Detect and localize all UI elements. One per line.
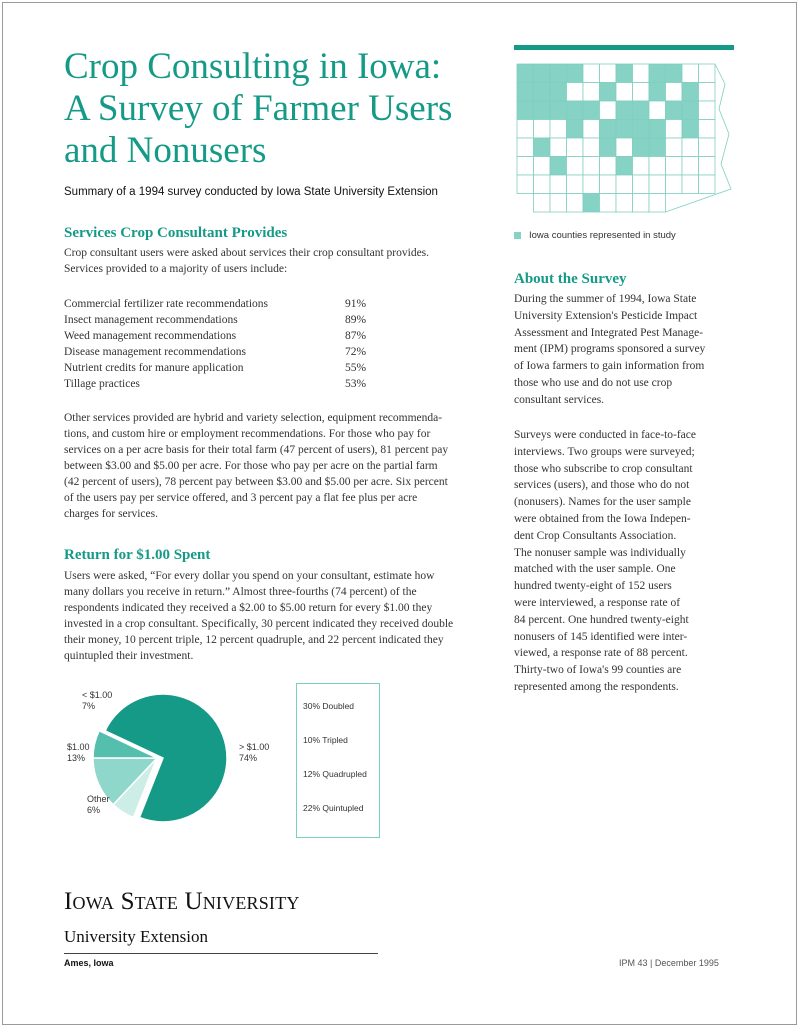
return-heading: Return for $1.00 Spent [64, 547, 211, 563]
breakdown-item: 30% Doubled [303, 701, 355, 711]
county-cell [682, 83, 699, 102]
service-pct: 91% [345, 298, 367, 310]
map-legend [514, 230, 676, 241]
footer-location: Ames, Iowa [64, 958, 114, 968]
text-line: 84 percent. One hundred twenty-eight [514, 613, 689, 626]
text-line: quintupled their investment. [64, 650, 194, 662]
text-line: hundred twenty-eight of 152 users [514, 580, 672, 593]
text-line: The nonuser sample was individually [514, 546, 686, 559]
text-line: Services provided to a majority of users include: [64, 263, 288, 275]
county-cell [550, 175, 567, 194]
pie-slice-label: < $1.00 [82, 690, 113, 700]
county-cell [567, 120, 584, 139]
services-heading: Services Crop Consultant Provides [64, 225, 288, 241]
county-cell [649, 120, 666, 139]
return-paragraph [64, 568, 453, 664]
text-line: were interviewed, a response rate of [514, 596, 681, 609]
service-pct: 55% [345, 362, 367, 374]
text-line: viewed, a response rate of 88 percent. [514, 647, 688, 660]
county-cell [534, 175, 551, 194]
text-line: those who use and do not use crop [514, 376, 673, 389]
text-line: those who subscribe to crop consultant [514, 462, 693, 475]
text-line: invested in a crop consultant. Specifically, 30 percent indicated they received double [64, 618, 454, 630]
county-cell [534, 120, 551, 139]
page-title [64, 46, 504, 172]
service-pct: 87% [345, 330, 367, 342]
legend-label: Iowa counties represented in study [529, 230, 676, 241]
pie-slice-value: 74% [239, 753, 258, 763]
text-line: their money, 10 percent triple, 12 percent quadruple, and 22 percent indicated they [64, 634, 444, 646]
county-cell [649, 157, 666, 176]
university-extension: University Extension [64, 927, 209, 946]
county-cell [550, 120, 567, 139]
county-cell [633, 83, 650, 102]
county-cell [649, 194, 666, 213]
county-cell [600, 157, 617, 176]
service-label: Tillage practices [64, 378, 140, 390]
text-line: represented among the respondents. [514, 680, 679, 693]
county-cell [583, 138, 600, 157]
text-line: (42 percent of users), 78 percent pay between $3.00 and $5.00 per acre. Six percent [64, 476, 448, 488]
county-cell [666, 101, 683, 120]
services-row [64, 344, 384, 360]
pie-slice-label: > $1.00 [239, 742, 270, 752]
county-cell [567, 83, 584, 102]
county-cell [633, 157, 650, 176]
pie-slice-value: 6% [87, 805, 101, 815]
service-label: Commercial fertilizer rate recommendations [64, 298, 269, 310]
service-pct: 89% [345, 314, 367, 326]
service-label: Nutrient credits for manure application [64, 362, 244, 374]
county-cell [600, 194, 617, 213]
pie-breakdown-box [296, 683, 380, 838]
county-cell [633, 64, 650, 83]
county-cell [517, 175, 534, 194]
text-line: Users were asked, “For every dollar you spend on your consultant, estimate how [64, 570, 435, 582]
county-cell [583, 64, 600, 83]
county-cell [550, 157, 567, 176]
county-cell [583, 194, 600, 213]
county-cell [699, 101, 716, 120]
county-cell [600, 175, 617, 194]
county-cell [682, 138, 699, 157]
services-row [64, 296, 384, 312]
about-paragraph-2 [514, 427, 696, 696]
county-cell [633, 101, 650, 120]
text-line: ment (IPM) programs sponsored a survey [514, 343, 706, 356]
county-cell [666, 157, 683, 176]
county-cell [534, 64, 551, 83]
text-line: University Extension's Pesticide Impact [514, 309, 698, 322]
text-line: charges for services. [64, 508, 158, 520]
services-other-paragraph [64, 410, 448, 522]
county-cell [699, 83, 716, 102]
county-cell [682, 120, 699, 139]
pie-slice-label: $1.00 [67, 742, 90, 752]
pie-slice-label: Other [87, 794, 110, 804]
county-cell [616, 194, 633, 213]
county-cell [550, 83, 567, 102]
county-cell [583, 175, 600, 194]
county-cell [699, 175, 716, 194]
county-cell [699, 138, 716, 157]
text-line: between $3.00 and $5.00 per acre. For those who pay per acre on the partial farm [64, 460, 438, 472]
text-line: matched with the user sample. One [514, 563, 676, 576]
legend-swatch [514, 232, 521, 239]
county-cell [567, 175, 584, 194]
breakdown-item: 12% Quadrupled [303, 769, 367, 779]
county-cell [567, 157, 584, 176]
text-line: interviews. Two groups were surveyed; [514, 445, 695, 458]
county-cell [550, 101, 567, 120]
publication-number: IPM 43 | December 1995 [619, 958, 719, 968]
county-cell [666, 138, 683, 157]
county-cell [600, 138, 617, 157]
county-cell [699, 157, 716, 176]
iowa-county-map [514, 60, 736, 220]
county-cell [633, 120, 650, 139]
text-line: During the summer of 1994, Iowa State [514, 293, 697, 305]
text-line: nonusers of 145 identified were inter- [514, 630, 688, 643]
service-pct: 72% [345, 346, 367, 358]
county-cell [666, 64, 683, 83]
about-paragraph-1 [514, 291, 705, 409]
text-line: (nonusers). Names for the user sample [514, 496, 691, 509]
university-wordmark: Iowa State University [64, 888, 300, 915]
county-cell [583, 157, 600, 176]
services-row [64, 312, 384, 328]
county-cell [534, 101, 551, 120]
county-cell [567, 194, 584, 213]
text-line: of Iowa farmers to gain information from [514, 360, 705, 373]
county-cell [550, 64, 567, 83]
county-cell [649, 175, 666, 194]
county-cell [517, 138, 534, 157]
service-pct: 53% [345, 378, 367, 390]
county-cell [616, 157, 633, 176]
services-row [64, 360, 384, 376]
county-cell [534, 194, 551, 213]
county-cell [567, 64, 584, 83]
county-cell [633, 175, 650, 194]
services-table [64, 296, 384, 392]
county-cell [600, 120, 617, 139]
county-cell [600, 83, 617, 102]
about-heading: About the Survey [514, 271, 627, 287]
county-cell [600, 64, 617, 83]
text-line: services (users), and those who do not [514, 479, 690, 492]
county-cell [517, 120, 534, 139]
title-line: A Survey of Farmer Users [64, 88, 453, 129]
text-line: dent Crop Consultants Association. [514, 529, 677, 542]
text-line: Surveys were conducted in face-to-face [514, 429, 696, 441]
text-line: Other services provided are hybrid and variety selection, equipment recommenda- [64, 412, 443, 424]
county-cell [534, 138, 551, 157]
services-intro [64, 245, 429, 277]
county-cell [583, 120, 600, 139]
text-line: Thirty-two of Iowa's 99 counties are [514, 664, 682, 677]
pie-slice-value: 7% [82, 701, 96, 711]
county-cell [517, 64, 534, 83]
county-cell [517, 157, 534, 176]
title-line: and Nonusers [64, 130, 267, 171]
text-line: were obtained from the Iowa Indepen- [514, 512, 691, 525]
services-row [64, 328, 384, 344]
county-cell [666, 120, 683, 139]
header-rule [514, 45, 734, 50]
county-cell [567, 101, 584, 120]
text-line: of the users pay per service offered, and 3 percent pay a flat fee plus per acre [64, 492, 418, 504]
footer-rule [64, 953, 378, 954]
county-cell [699, 64, 716, 83]
county-cell [616, 101, 633, 120]
county-cell [550, 138, 567, 157]
text-line: Crop consultant users were asked about services their crop consultant provides. [64, 247, 430, 259]
text-line: many dollars you receive in return.” Almost three-fourths (74 percent) of the [64, 586, 417, 598]
pie-slice-value: 13% [67, 753, 86, 763]
text-line: respondents indicated they received a $2.00 to $5.00 return for every $1.00 they [64, 602, 433, 614]
county-cell [633, 194, 650, 213]
county-cell [550, 194, 567, 213]
county-cell [649, 138, 666, 157]
breakdown-item: 10% Tripled [303, 735, 348, 745]
county-cell [616, 120, 633, 139]
county-cell [567, 138, 584, 157]
county-cell [616, 138, 633, 157]
title-line: Crop Consulting in Iowa: [64, 46, 442, 87]
county-cell [534, 157, 551, 176]
subtitle: Summary of a 1994 survey conducted by Iowa State University Extension [64, 186, 438, 198]
county-cell [517, 83, 534, 102]
county-cell [633, 138, 650, 157]
text-line: services on a per acre basis for their total farm (47 percent of users), 81 percent pay [64, 444, 449, 456]
services-row [64, 376, 384, 392]
return-pie-chart [60, 690, 300, 840]
breakdown-item: 22% Quintupled [303, 803, 364, 813]
county-cell [649, 83, 666, 102]
county-cell [616, 64, 633, 83]
county-cell [583, 101, 600, 120]
service-label: Weed management recommendations [64, 330, 237, 342]
county-cell [534, 83, 551, 102]
county-cell [682, 64, 699, 83]
service-label: Insect management recommendations [64, 314, 238, 326]
text-line: Assessment and Integrated Pest Manage- [514, 326, 704, 339]
county-cell [649, 101, 666, 120]
county-cell [699, 120, 716, 139]
county-cell [682, 157, 699, 176]
text-line: consultant services. [514, 393, 605, 406]
county-cell [600, 101, 617, 120]
text-line: tions, and custom hire or employment recommendations. For those who pay for [64, 428, 431, 440]
county-cell [616, 175, 633, 194]
county-cell [666, 175, 683, 194]
county-cell [666, 83, 683, 102]
county-cell [583, 83, 600, 102]
county-cell [682, 101, 699, 120]
county-cell [517, 101, 534, 120]
county-cell [616, 83, 633, 102]
county-cell [682, 175, 699, 194]
county-cell [649, 64, 666, 83]
service-label: Disease management recommendations [64, 346, 247, 358]
